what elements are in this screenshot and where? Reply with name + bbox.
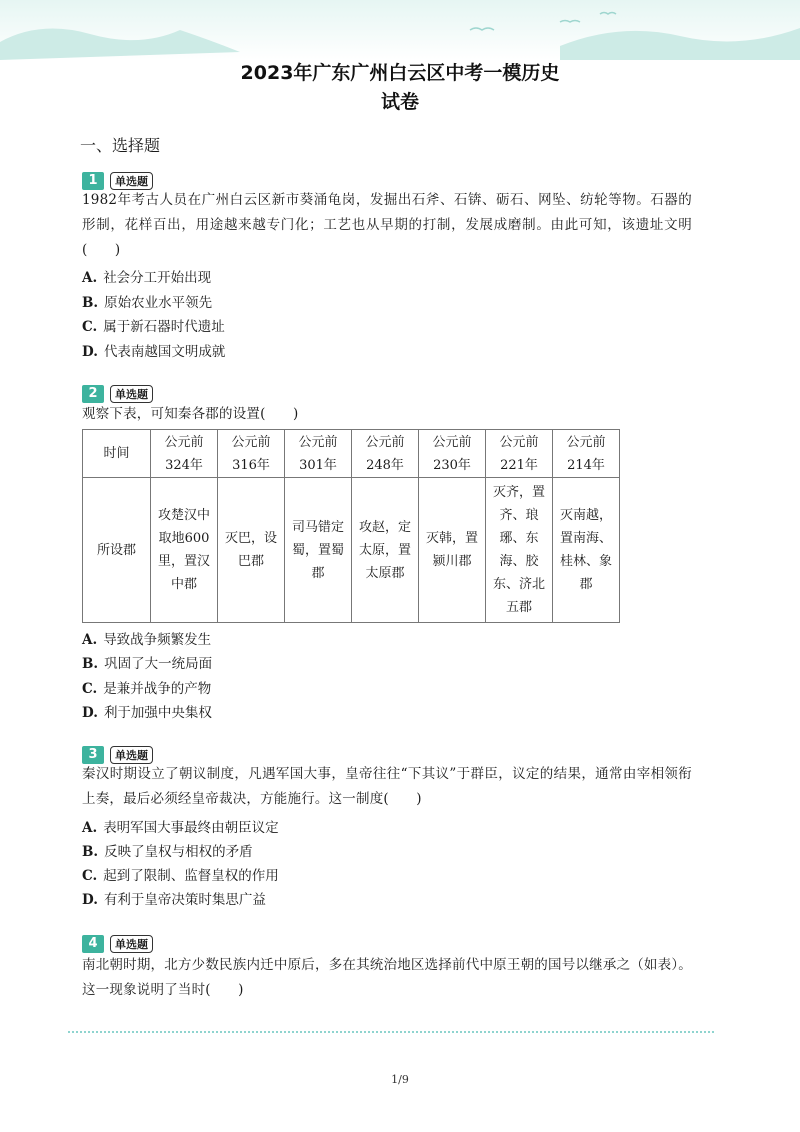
option-letter: D.: [82, 705, 98, 721]
doc-title-line2: 试卷: [380, 91, 419, 113]
question-4-stem: 南北朝时期，北方少数民族内迁中原后，多在其统治地区选择前代中原王朝的国号以继承之（如表）。这一现象说明了当时( ): [82, 957, 692, 998]
question-number: 2: [82, 385, 104, 403]
option-text: 社会分工开始出现: [103, 270, 212, 286]
page-number: 1/9: [391, 1073, 409, 1086]
question-1-option-c[interactable]: [82, 317, 225, 337]
option-letter: C.: [82, 319, 98, 335]
section-heading: 一、选择题: [80, 136, 161, 155]
question-3-option-c[interactable]: [82, 866, 279, 886]
question-number: 3: [82, 746, 104, 764]
question-number: 1: [82, 172, 104, 190]
table-cell-year: 公元前214年: [553, 430, 620, 478]
question-1-option-b[interactable]: [82, 293, 212, 313]
footer-divider: [68, 1031, 714, 1033]
table-row-jun: [83, 478, 620, 623]
option-text: 属于新石器时代遗址: [103, 319, 225, 335]
question-1-option-d[interactable]: [82, 342, 225, 362]
question-2-header: [82, 384, 153, 403]
option-text: 代表南越国文明成就: [103, 344, 226, 360]
option-letter: A.: [82, 270, 98, 286]
question-2-option-d[interactable]: [82, 703, 212, 723]
option-letter: A.: [82, 820, 98, 836]
question-4-header: [82, 934, 153, 953]
question-2-option-c[interactable]: [82, 679, 211, 699]
option-text: 起到了限制、监督皇权的作用: [103, 868, 279, 884]
table-cell-jun: 司马错定蜀，置蜀郡: [285, 478, 352, 623]
table-cell-year: 公元前324年: [151, 430, 218, 478]
option-text: 原始农业水平领先: [104, 295, 213, 311]
question-2-option-a[interactable]: [82, 630, 211, 650]
question-type-badge: 单选题: [110, 746, 153, 764]
table-row-header: 所设郡: [83, 478, 151, 623]
question-3-option-d[interactable]: [82, 890, 266, 910]
option-letter: B.: [82, 656, 99, 672]
table-cell-jun: 灭巴，设巴郡: [218, 478, 285, 623]
option-text: 巩固了大一统局面: [104, 656, 213, 672]
table-cell-year: 公元前221年: [486, 430, 553, 478]
table-cell-jun: 攻楚汉中取地600里，置汉中郡: [151, 478, 218, 623]
table-row-time: [83, 430, 620, 478]
question-3-option-b[interactable]: [82, 842, 253, 862]
table-cell-year: 公元前230年: [419, 430, 486, 478]
question-2-table: [82, 429, 620, 623]
question-number: 4: [82, 935, 104, 953]
option-letter: C.: [82, 681, 98, 697]
option-text: 利于加强中央集权: [103, 705, 212, 721]
question-3-stem: 秦汉时期设立了朝议制度，凡遇军国大事，皇帝往往“下其议”于群臣，议定的结果，通常由宰相领衔上奏，最后必须经皇帝裁决，方能施行。这一制度( ): [82, 766, 692, 807]
question-1-stem: 1982年考古人员在广州白云区新市葵涌龟岗，发掘出石斧、石锛、砺石、网坠、纺轮等物。石器的形制，花样百出，用途越来越专门化；工艺也从早期的打制，发展成磨制。由此可知，该遗址文明( ): [82, 192, 692, 258]
question-type-badge: 单选题: [110, 385, 153, 403]
table-cell-jun: 攻赵，定太原，置太原郡: [352, 478, 419, 623]
question-type-badge: 单选题: [110, 172, 153, 190]
option-text: 有利于皇帝决策时集思广益: [103, 892, 266, 908]
table-cell-jun: 灭韩，置颍川郡: [419, 478, 486, 623]
option-letter: C.: [82, 868, 98, 884]
option-letter: D.: [82, 344, 98, 360]
option-letter: A.: [82, 632, 98, 648]
question-2-stem: 观察下表，可知秦各郡的设置( ): [82, 406, 299, 422]
table-cell-jun: 灭南越，置南海、桂林、象郡: [553, 478, 620, 623]
doc-title-line1: 2023年广东广州白云区中考一模历史: [240, 62, 560, 84]
question-2-option-b[interactable]: [82, 654, 212, 674]
option-text: 导致战争频繁发生: [103, 632, 212, 648]
question-1-option-a[interactable]: [82, 268, 211, 288]
table-row-header: 时间: [83, 430, 151, 478]
option-text: 反映了皇权与相权的矛盾: [104, 844, 253, 860]
option-letter: B.: [82, 844, 99, 860]
table-cell-year: 公元前301年: [285, 430, 352, 478]
question-type-badge: 单选题: [110, 935, 153, 953]
table-cell-year: 公元前248年: [352, 430, 419, 478]
option-text: 表明军国大事最终由朝臣议定: [103, 820, 279, 836]
option-text: 是兼并战争的产物: [103, 681, 212, 697]
question-3-option-a[interactable]: [82, 818, 279, 838]
table-cell-year: 公元前316年: [218, 430, 285, 478]
table-cell-jun: 灭齐，置齐、琅琊、东海、胶东、济北五郡: [486, 478, 553, 623]
option-letter: D.: [82, 892, 98, 908]
option-letter: B.: [82, 295, 99, 311]
header-banner: [0, 0, 800, 60]
